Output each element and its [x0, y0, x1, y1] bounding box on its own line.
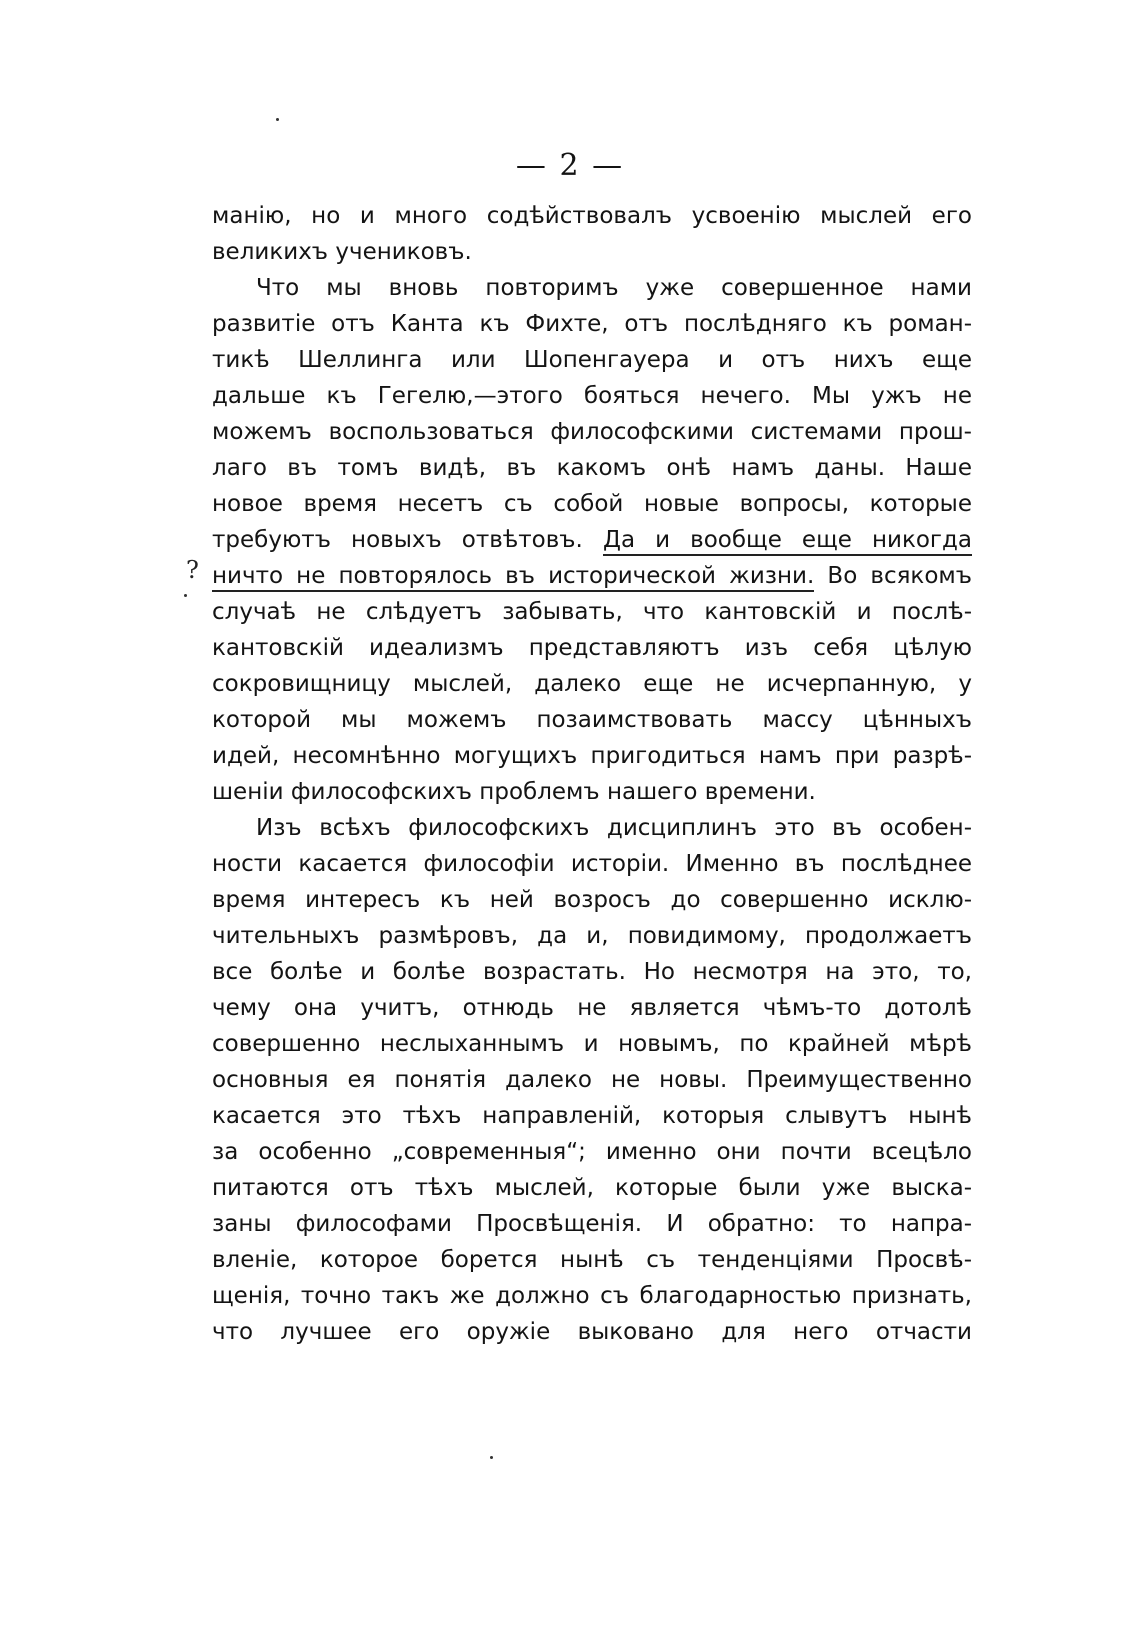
text-line: дальше къ Гегелю,—этого бояться нечего. Мы ужъ не	[212, 383, 972, 409]
text-line: сокровищницу мыслей, далеко еще не исчерпанную, у	[212, 671, 972, 697]
text-line: шеніи философскихъ проблемъ нашего времени.	[212, 779, 816, 805]
underlined-text: ничто не повторялось въ исторической жизни.	[212, 563, 814, 592]
text-line: за особенно „современныя“; именно они почти всецѣло	[212, 1139, 972, 1165]
underlined-text: Да и вообще еще никогда	[603, 527, 972, 556]
text-line: питаются отъ тѣхъ мыслей, которые были уже выска-	[212, 1175, 972, 1201]
text-line: что лучшее его оружіе выковано для него отчасти	[212, 1319, 972, 1345]
text-line: время интересъ къ ней возросъ до совершенно исклю-	[212, 887, 972, 913]
scan-speck	[490, 1456, 493, 1459]
text-line: новое время несетъ съ собой новые вопросы, которые	[212, 491, 972, 517]
scan-speck	[276, 118, 279, 121]
text-line: основныя ея понятія далеко не новы. Преимущественно	[212, 1067, 972, 1093]
text-line: можемъ воспользоваться философскими системами прош-	[212, 419, 972, 445]
text-segment: Во всякомъ	[814, 563, 972, 589]
text-line: заны философами Просвѣщенія. И обратно: то напра-	[212, 1211, 972, 1237]
text-line: чему она учитъ, отнюдь не является чѣмъ-то дотолѣ	[212, 995, 972, 1021]
text-line: вленіе, которое борется нынѣ съ тенденціями Просвѣ-	[212, 1247, 972, 1273]
text-line: чительныхъ размѣровъ, да и, повидимому, продолжаетъ	[212, 923, 972, 949]
page-number: — 2 —	[515, 148, 625, 183]
text-line: щенія, точно такъ же должно съ благодарностью признать,	[212, 1283, 972, 1309]
text-line: совершенно неслыханнымъ и новымъ, по крайней мѣрѣ	[212, 1031, 972, 1057]
text-line: кантовскій идеализмъ представляютъ изъ себя цѣлую	[212, 635, 972, 661]
text-line: идей, несомнѣнно могущихъ пригодиться намъ при разрѣ-	[212, 743, 972, 769]
text-line: развитіе отъ Канта къ Фихте, отъ послѣдняго къ роман-	[212, 311, 972, 337]
text-line: все болѣе и болѣе возрастать. Но несмотря на это, то,	[212, 959, 972, 985]
text-line: ности касается философіи исторіи. Именно въ послѣднее	[212, 851, 972, 877]
scan-speck	[184, 594, 187, 597]
text-segment: требуютъ новыхъ отвѣтовъ.	[212, 527, 603, 553]
text-line	[212, 522, 972, 558]
text-line: случаѣ не слѣдуетъ забывать, что кантовскій и послѣ-	[212, 599, 972, 625]
text-line: манію, но и много содѣйствовалъ усвоенію мыслей его	[212, 203, 972, 229]
text-line: великихъ учениковъ.	[212, 239, 472, 265]
body-text	[212, 198, 972, 1350]
text-line: лаго въ томъ видѣ, въ какомъ онѣ намъ даны. Наше	[212, 455, 972, 481]
text-line	[212, 558, 972, 594]
text-line: касается это тѣхъ направленій, которыя слывутъ нынѣ	[212, 1103, 972, 1129]
margin-annotation-mark: ?	[186, 556, 199, 584]
text-line: которой мы можемъ позаимствовать массу цѣнныхъ	[212, 707, 972, 733]
text-line: Изъ всѣхъ философскихъ дисциплинъ это въ особен-	[256, 815, 972, 841]
text-line: Что мы вновь повторимъ уже совершенное нами	[256, 275, 972, 301]
text-line: тикѣ Шеллинга или Шопенгауера и отъ нихъ еще	[212, 347, 972, 373]
